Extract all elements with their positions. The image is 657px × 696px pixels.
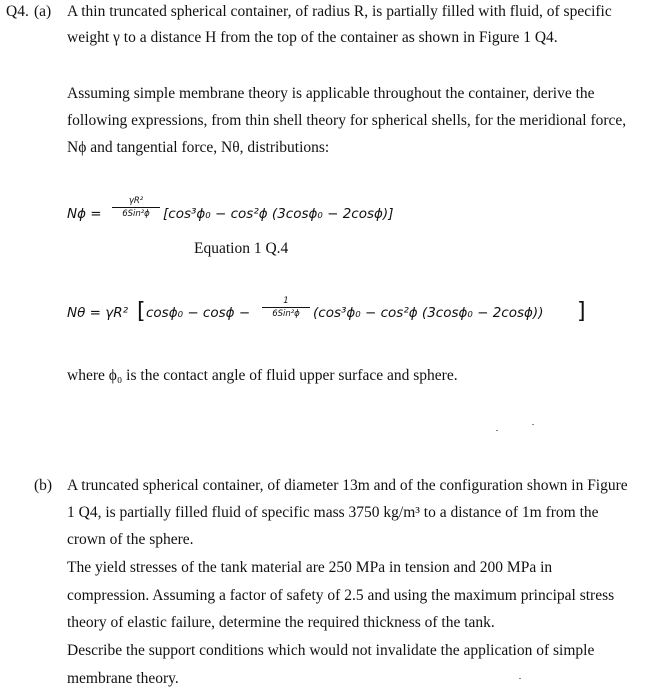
eq2-rhs-part-2: (cos³ϕ₀ − cos²ϕ (3cosϕ₀ − 2cosϕ))	[313, 305, 544, 321]
part-b-line-2: 1 Q4, is partially filled fluid of specific mass 3750 kg/m³ to a distance of 1m from the	[67, 504, 599, 521]
equation-1-caption: Equation 1 Q.4	[194, 240, 289, 257]
part-a-task-line-3: Nϕ and tangential force, Nθ, distributions:	[67, 139, 330, 156]
eq1-fraction-bar	[112, 207, 160, 208]
part-b-line-4: The yield stresses of the tank material are 250 MPa in tension and 200 MPa in	[67, 559, 553, 576]
eq2-fraction-denominator: 6Sin²ϕ	[272, 309, 300, 319]
part-a-intro-line-2: weight γ to a distance H from the top of the container as shown in Figure 1 Q4.	[67, 29, 558, 46]
eq1-rhs: [cos³ϕ₀ − cos²ϕ (3cosϕ₀ − 2cosϕ)]	[163, 206, 394, 222]
scan-speck	[532, 424, 534, 425]
part-b-line-5: compression. Assuming a factor of safety of 2.5 and using the maximum principal stress	[67, 587, 615, 604]
scan-speck	[496, 430, 498, 431]
part-a-task-line-1: Assuming simple membrane theory is applicable throughout the container, derive the	[67, 85, 595, 102]
eq2-bracket-open: [	[137, 299, 146, 324]
where-clause: where ϕ₀ is the contact angle of fluid upper surface and sphere.	[67, 367, 458, 384]
eq2-fraction	[262, 296, 310, 319]
part-b-line-7: Describe the support conditions which would not invalidate the application of simple	[67, 642, 595, 659]
part-a-intro-line-1: A thin truncated spherical container, of radius R, is partially filled with fluid, of specific	[67, 3, 612, 20]
question-number: Q4.	[6, 3, 29, 20]
eq2-rhs-part-1: cosϕ₀ − cosϕ −	[146, 305, 251, 321]
part-b-label: (b)	[34, 477, 53, 494]
eq1-fraction	[112, 196, 160, 219]
part-b-line-3: crown of the sphere.	[67, 531, 194, 548]
part-a-task-line-2: following expressions, from thin shell theory for spherical shells, for the meridional force,	[67, 112, 627, 129]
eq2-fraction-bar	[262, 307, 310, 308]
eq1-lhs: Nϕ =	[67, 206, 102, 222]
scan-speck	[519, 678, 521, 679]
part-b-line-6: theory of elastic failure, determine the required thickness of the tank.	[67, 614, 495, 631]
eq2-lhs: Nθ = γR²	[67, 305, 129, 321]
part-b-line-1: A truncated spherical container, of diameter 13m and of the configuration shown in Figure	[67, 477, 628, 494]
eq1-fraction-denominator: 6Sin²ϕ	[122, 209, 150, 219]
part-b-line-8: membrane theory.	[67, 670, 179, 687]
eq2-bracket-close: ]	[577, 299, 586, 324]
eq2-fraction-numerator: 1	[283, 296, 289, 306]
part-a-label: (a)	[34, 3, 52, 20]
eq1-fraction-numerator: γR²	[128, 196, 144, 206]
